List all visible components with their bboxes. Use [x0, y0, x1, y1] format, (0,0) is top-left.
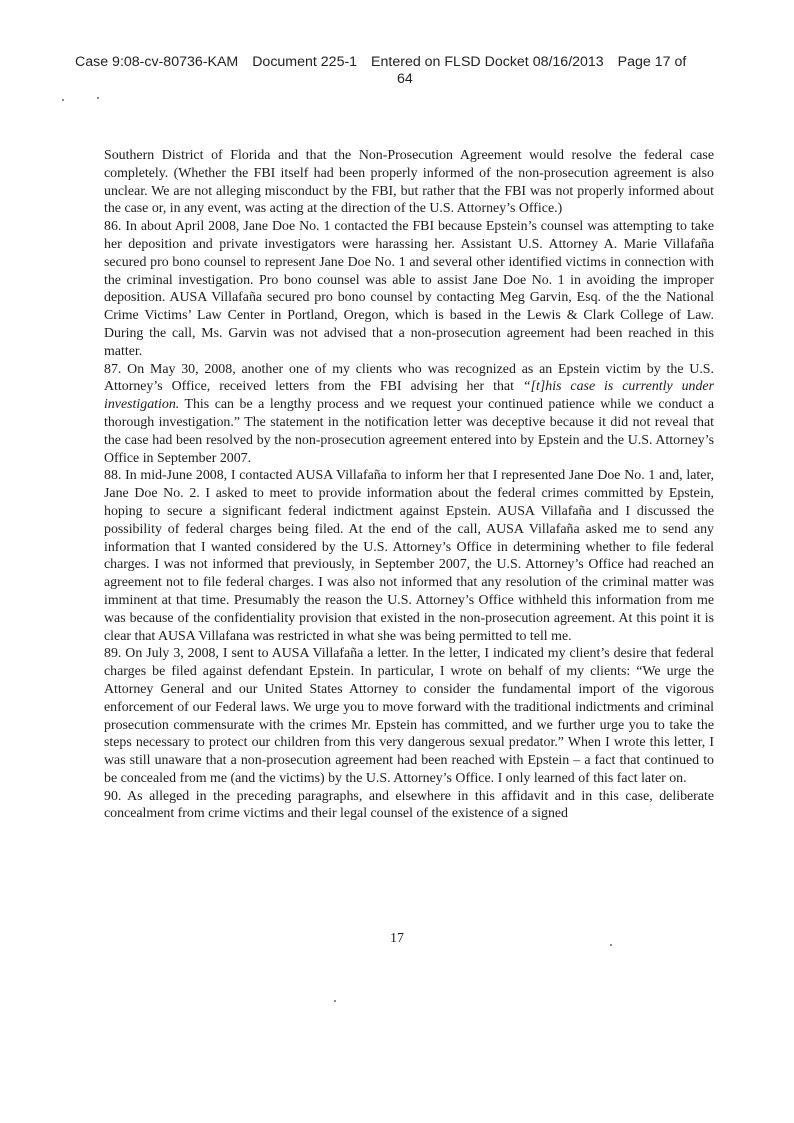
page-total: 64	[397, 71, 413, 87]
paragraph-87-end: This can be a lengthy process and we request your continued patience while we conduct a thorough investigation.” The statement in the notification letter was deceptive because it did not reveal that the case had been resolved by the non-prosecution agreement entered into by Epstein and the U.S. Attorney’s Office in September 2007.	[104, 397, 714, 466]
paragraph-87	[104, 361, 714, 468]
scan-speck	[97, 97, 99, 99]
scan-speck	[610, 944, 612, 946]
docket-header	[75, 54, 735, 88]
paragraph-87-start: 87. On May 30, 2008, another one of my clients who was recognized as an Epstein victim by the U.S. Attorney’s Office, received letters from the FBI advising her that	[104, 361, 714, 395]
scan-speck	[62, 99, 64, 101]
paragraph-89: 89. On July 3, 2008, I sent to AUSA Villafaña a letter. In the letter, I indicated my client’s desire that federal charges be filed against defendant Epstein. In particular, I wrote on behalf of my clients: “We urge the Attorney General and our United States Attorney to consider the fundamental import of the vigorous enforcement of our Federal laws. We urge you to move forward with the traditional indictments and criminal prosecution commensurate with the crimes Mr. Epstein has committed, and we further urge you to take the steps necessary to protect our children from this very dangerous sexual predator.” When I wrote this letter, I was still unaware that a non-prosecution agreement had been reached with Epstein – a fact that continued to be concealed from me (and the victims) by the U.S. Attorney’s Office. I only learned of this fact later on.	[104, 646, 714, 786]
entered-docket: Entered on FLSD Docket 08/16/2013	[371, 54, 604, 70]
paragraph-86: 86. In about April 2008, Jane Doe No. 1 contacted the FBI because Epstein’s counsel was attempting to take her deposition and private investigators were harassing her. Assistant U.S. Attorney A. Marie Villafaña secured pro bono counsel to represent Jane Doe No. 1 and several other identified victims in connection with the criminal investigation. Pro bono counsel was able to assist Jane Doe No. 1 in avoiding the improper deposition. AUSA Villafaña secured pro bono counsel by contacting Meg Garvin, Esq. of the the National Crime Victims’ Law Center in Portland, Oregon, which is based in the Lewis & Clark College of Law. During the call, Ms. Garvin was not advised that a non-prosecution agreement had been reached in this matter.	[104, 219, 714, 359]
affidavit-body	[104, 147, 714, 823]
paragraph-90: 90. As alleged in the preceding paragraphs, and elsewhere in this affidavit and in this case, deliberate concealment from crime victims and their legal counsel of the existence of a signed	[104, 788, 714, 822]
paragraph-continuation: Southern District of Florida and that the Non-Prosecution Agreement would resolve the federal case completely. (Whether the FBI itself had been properly informed of the non-prosecution agreement is also unclear. We are not alleging misconduct by the FBI, but rather that the FBI was not properly informed about the case or, in any event, was acting at the direction of the U.S. Attorney’s Office.)	[104, 148, 714, 217]
scan-speck	[334, 1000, 336, 1002]
paragraph-87-quote: “[t]his case is currently under investigation.	[104, 379, 714, 413]
page-number: 17	[390, 931, 404, 946]
docket-header-line	[75, 54, 735, 71]
paragraph-88: 88. In mid-June 2008, I contacted AUSA Villafaña to inform her that I represented Jane Doe No. 1 and, later, Jane Doe No. 2. I asked to meet to provide information about the federal crimes committed by Epstein, hoping to secure a significant federal indictment against Epstein. AUSA Villafaña and I discussed the possibility of federal charges being filed. At the end of the call, AUSA Villafaña asked me to send any information that I wanted considered by the U.S. Attorney’s Office in determining whether to file federal charges. I was not informed that previously, in September 2007, the U.S. Attorney’s Office had reached an agreement not to file federal charges. I was also not informed that any resolution of the criminal matter was imminent at that time. Presumably the reason the U.S. Attorney’s Office withheld this information from me was because of the confidentiality provision that existed in the non-prosecution agreement. At this point it is clear that AUSA Villafana was restricted in what she was being permitted to tell me.	[104, 468, 714, 644]
page-of-label: Page 17 of	[617, 54, 687, 70]
case-number: Case 9:08-cv-80736-KAM	[75, 54, 239, 70]
document-number: Document 225-1	[252, 54, 358, 70]
